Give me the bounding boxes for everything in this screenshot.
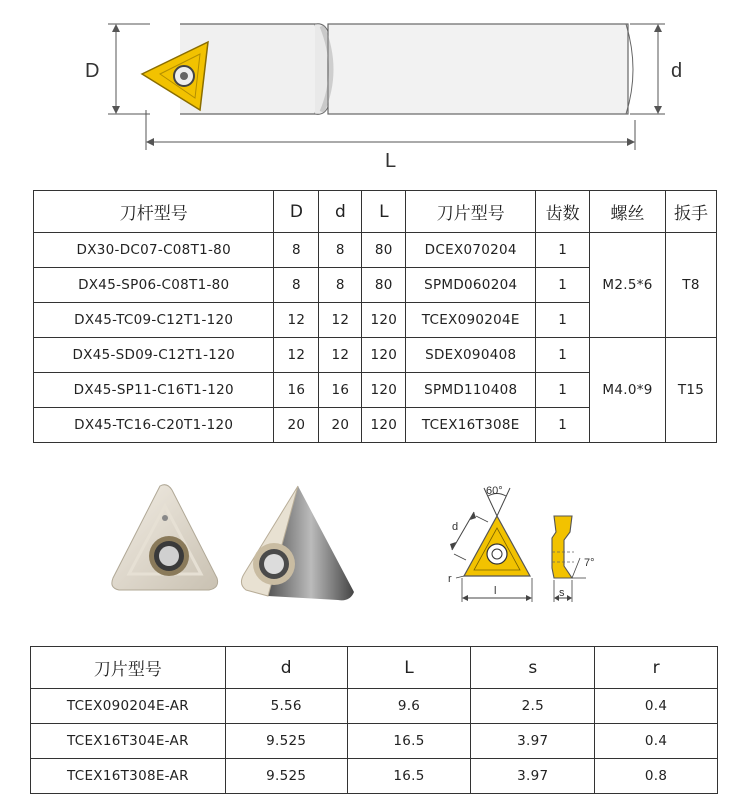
cell-D: 20 <box>274 408 319 443</box>
cell-insert-model: DCEX070204 <box>406 233 536 268</box>
header-s: s <box>471 647 595 689</box>
cell-insert-model: TCEX16T304E-AR <box>31 724 226 759</box>
insert-table <box>30 646 718 794</box>
cell-d: 8 <box>319 268 362 303</box>
cell-holder-model: DX45-SP06-C08T1-80 <box>34 268 274 303</box>
cell-r: 0.4 <box>595 724 718 759</box>
cell-d: 5.56 <box>225 689 347 724</box>
cell-screw: M2.5*6 <box>590 233 666 338</box>
insert-photo-angled <box>238 480 358 605</box>
label-d: d <box>452 521 459 533</box>
cell-insert-model: SPMD060204 <box>406 268 536 303</box>
cell-L: 16.5 <box>347 724 471 759</box>
cell-D: 12 <box>274 338 319 373</box>
cell-screw: M4.0*9 <box>590 338 666 443</box>
cell-teeth: 1 <box>536 303 590 338</box>
cell-L: 80 <box>362 233 406 268</box>
insert-header-row <box>31 647 718 689</box>
table-row <box>34 233 717 268</box>
cell-D: 12 <box>274 303 319 338</box>
cell-L: 9.6 <box>347 689 471 724</box>
cell-insert-model: SPMD110408 <box>406 373 536 408</box>
cell-insert-model: TCEX16T308E <box>406 408 536 443</box>
header-teeth: 齿数 <box>536 191 590 233</box>
header-r: r <box>595 647 718 689</box>
cell-insert-model: SDEX090408 <box>406 338 536 373</box>
cell-L: 120 <box>362 303 406 338</box>
spec-header-row <box>34 191 717 233</box>
cell-insert-model: TCEX16T308E-AR <box>31 759 226 794</box>
cell-L: 16.5 <box>347 759 471 794</box>
label-r: r <box>448 573 452 585</box>
cell-L: 120 <box>362 338 406 373</box>
tool-holder-drawing <box>60 10 700 175</box>
label-s: s <box>559 587 565 599</box>
header-insert-model: 刀片型号 <box>31 647 226 689</box>
header-insert-model: 刀片型号 <box>406 191 536 233</box>
cell-L: 120 <box>362 408 406 443</box>
label-l: l <box>494 585 497 597</box>
cell-d: 9.525 <box>225 724 347 759</box>
cell-d: 9.525 <box>225 759 347 794</box>
cell-r: 0.8 <box>595 759 718 794</box>
table-row <box>31 689 718 724</box>
cell-d: 8 <box>319 233 362 268</box>
cell-holder-model: DX45-SP11-C16T1-120 <box>34 373 274 408</box>
cell-d: 20 <box>319 408 362 443</box>
clearance-angle-label: 7° <box>584 557 595 569</box>
cell-s: 3.97 <box>471 759 595 794</box>
cell-d: 12 <box>319 338 362 373</box>
cell-d: 12 <box>319 303 362 338</box>
cell-teeth: 1 <box>536 233 590 268</box>
cell-wrench: T15 <box>666 338 717 443</box>
header-holder-model: 刀杆型号 <box>34 191 274 233</box>
cell-s: 2.5 <box>471 689 595 724</box>
dim-L-label: L <box>385 150 397 172</box>
cell-L: 120 <box>362 373 406 408</box>
cell-s: 3.97 <box>471 724 595 759</box>
cell-holder-model: DX45-TC09-C12T1-120 <box>34 303 274 338</box>
spec-table <box>33 190 717 443</box>
dim-d-label: d <box>671 60 683 82</box>
dim-D-label: D <box>85 60 100 82</box>
cell-r: 0.4 <box>595 689 718 724</box>
cell-D: 8 <box>274 233 319 268</box>
insert-technical-drawing <box>440 478 610 608</box>
cell-insert-model: TCEX090204E <box>406 303 536 338</box>
cell-L: 80 <box>362 268 406 303</box>
cell-teeth: 1 <box>536 268 590 303</box>
header-D: D <box>274 191 319 233</box>
table-row <box>31 759 718 794</box>
header-d: d <box>225 647 347 689</box>
table-row <box>31 724 718 759</box>
cell-D: 8 <box>274 268 319 303</box>
cell-holder-model: DX30-DC07-C08T1-80 <box>34 233 274 268</box>
cell-holder-model: DX45-SD09-C12T1-120 <box>34 338 274 373</box>
header-L: L <box>362 191 406 233</box>
header-screw: 螺丝 <box>590 191 666 233</box>
cell-teeth: 1 <box>536 408 590 443</box>
header-wrench: 扳手 <box>666 191 717 233</box>
cell-d: 16 <box>319 373 362 408</box>
cell-D: 16 <box>274 373 319 408</box>
cell-holder-model: DX45-TC16-C20T1-120 <box>34 408 274 443</box>
cell-insert-model: TCEX090204E-AR <box>31 689 226 724</box>
angle-label: 60° <box>486 485 503 497</box>
header-L: L <box>347 647 471 689</box>
insert-photo-front <box>105 478 225 603</box>
header-d: d <box>319 191 362 233</box>
cell-wrench: T8 <box>666 233 717 338</box>
table-row <box>34 338 717 373</box>
cell-teeth: 1 <box>536 338 590 373</box>
cell-teeth: 1 <box>536 373 590 408</box>
